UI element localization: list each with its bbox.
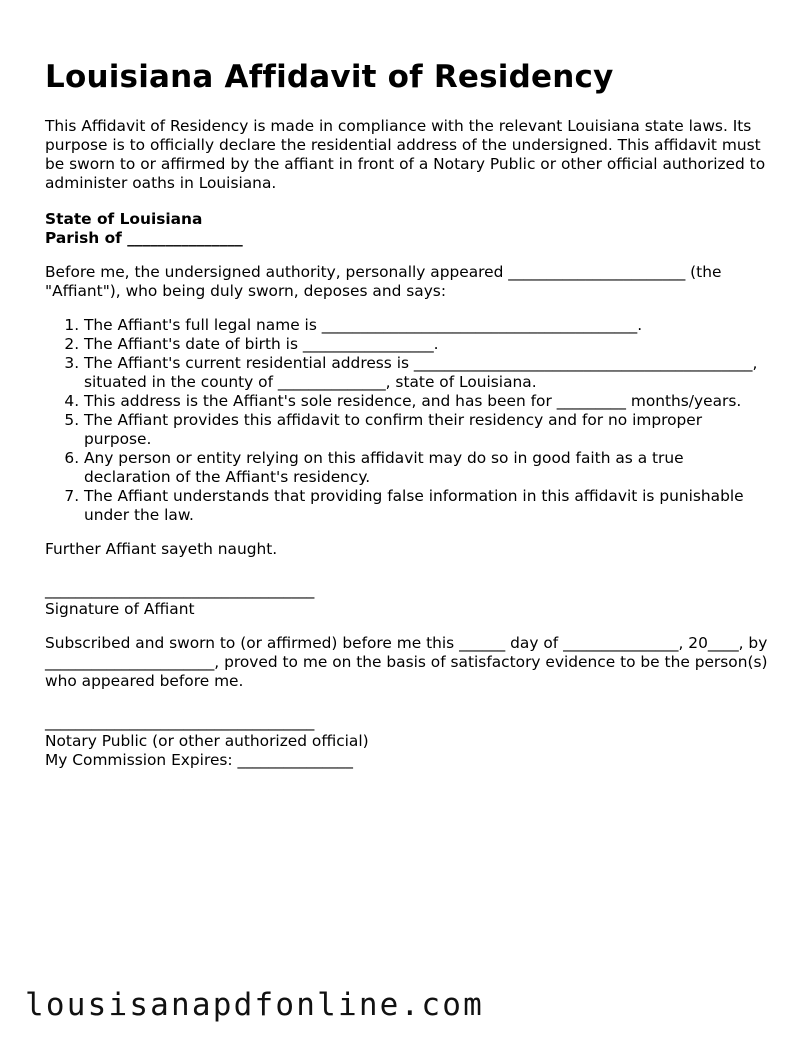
affiant-signature-label: Signature of Affiant [45, 600, 195, 618]
notary-signature-block [45, 713, 770, 770]
statement-item: 2. The Affiant's date of birth is _________________. [84, 335, 770, 354]
document-title: Louisiana Affidavit of Residency [45, 59, 614, 95]
website-watermark: lousisanapdfonline.com [25, 987, 484, 1023]
notary-label: Notary Public (or other authorized official) [45, 732, 369, 750]
notary-signature-line: ___________________________________ [45, 713, 315, 731]
notary-commission: My Commission Expires: _______________ [45, 751, 353, 769]
statement-item: 7. The Affiant understands that providing false information in this affidavit is punishable under the law. [84, 487, 770, 525]
affidavit-document [45, 58, 770, 770]
statements-list [45, 316, 770, 525]
affiant-signature-block [45, 581, 770, 619]
affiant-signature-line: ___________________________________ [45, 581, 315, 599]
jurat-paragraph: Subscribed and sworn to (or affirmed) before me this ______ day of _______________, 20____, by ______________________, proved to me on the basis of satisfactory evidence to be the person(s) who appeared before me. [45, 634, 768, 690]
appearance-paragraph: Before me, the undersigned authority, personally appeared _______________________ (the "Affiant"), who being duly sworn, deposes and says: [45, 263, 722, 300]
statement-item: 5. The Affiant provides this affidavit to confirm their residency and for no improper purpose. [84, 411, 770, 449]
statement-item: 4. This address is the Affiant's sole residence, and has been for _________ months/years. [84, 392, 770, 411]
statement-item: 6. Any person or entity relying on this affidavit may do so in good faith as a true declaration of the Affiant's residency. [84, 449, 770, 487]
venue-parish: Parish of _______________ [45, 229, 243, 247]
intro-paragraph: This Affidavit of Residency is made in compliance with the relevant Louisiana state laws. Its purpose is to officially declare the residential address of the undersigned. This affidavit must be sworn to or affirmed by the affiant in front of a Notary Public or other official authorized to administer oaths in Louisiana. [45, 117, 766, 192]
statement-item: 3. The Affiant's current residential address is ____________________________________________, situated in the county of ______________, state of Louisiana. [84, 354, 770, 392]
venue-block [45, 210, 770, 248]
venue-state: State of Louisiana [45, 210, 203, 228]
closing-statement: Further Affiant sayeth naught. [45, 540, 278, 558]
statement-item: 1. The Affiant's full legal name is _________________________________________. [84, 316, 770, 335]
